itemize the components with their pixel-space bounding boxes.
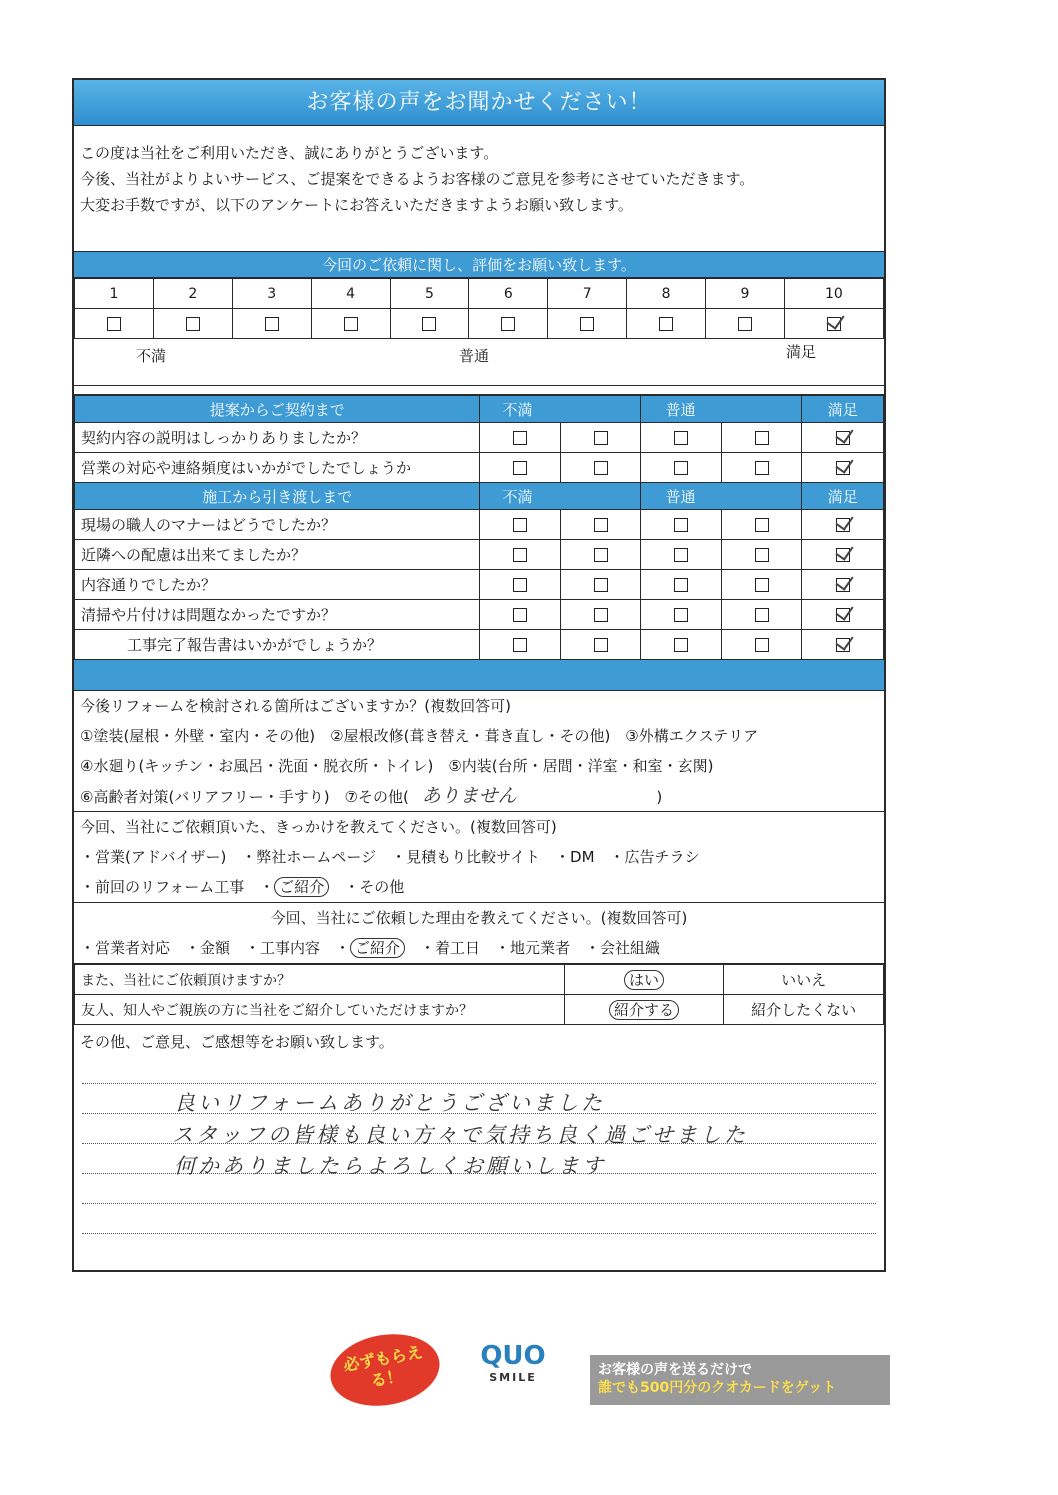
rating-num: 8 [627, 279, 706, 309]
reason-circled-option[interactable]: ご紹介 [350, 938, 405, 958]
again-yes-option[interactable]: はい [624, 970, 664, 990]
rating-num: 6 [469, 279, 548, 309]
answer-checkbox[interactable] [594, 638, 608, 652]
answer-checkbox[interactable] [755, 608, 769, 622]
rating-checkbox-row [75, 309, 884, 339]
trigger-options-1: ・営業(アドバイザー) ・弊社ホームページ ・見積もり比較サイト ・DM ・広告チラシ [80, 848, 700, 866]
question-row [75, 510, 884, 540]
again-no-option[interactable]: いいえ [724, 965, 884, 995]
rating-checkbox-4[interactable] [344, 317, 358, 331]
rating-checkbox-2[interactable] [186, 317, 200, 331]
rating-num: 9 [706, 279, 785, 309]
refer-yes-option[interactable]: 紹介する [609, 1000, 679, 1020]
reason-options-text: ・営業者対応 ・金額 ・工事内容 ・ [80, 939, 351, 957]
promo-banner [330, 1335, 890, 1425]
reason-options-rest: ・着工日 ・地元業者 ・会社組織 [405, 939, 661, 957]
answer-checkbox[interactable] [594, 548, 608, 562]
refer-no-option[interactable]: 紹介したくない [724, 995, 884, 1025]
answer-checkbox[interactable] [513, 638, 527, 652]
yes-no-table [74, 964, 884, 1025]
comment-line-1[interactable]: 良いリフォームありがとうございました [174, 1091, 605, 1115]
reform-options-2: ④水廻り(キッチン・お風呂・洗面・脱衣所・トイレ) ⑤内装(台所・居間・洋室・和室・玄関) [80, 757, 714, 775]
reform-question: 今後リフォームを検討される箇所はございますか？(複数回答可) [80, 697, 511, 715]
rating-num: 7 [548, 279, 627, 309]
answer-checkbox[interactable] [755, 518, 769, 532]
question-text: 現場の職人のマナーはどうでしたか？ [75, 510, 480, 540]
rating-num: 1 [75, 279, 154, 309]
comment-line-3[interactable]: 何かありましたらよろしくお願いします [174, 1154, 606, 1178]
rating-checkbox-6[interactable] [501, 317, 515, 331]
intro-text [74, 126, 884, 252]
question-row [75, 600, 884, 630]
question-text: 近隣への配慮は出来てましたか？ [75, 540, 480, 570]
rating-num: 10 [784, 279, 883, 309]
rating-checkbox-1[interactable] [107, 317, 121, 331]
question-row [75, 453, 884, 483]
promo-line-2: 誰でも500円分のクオカードをゲット [598, 1380, 837, 1396]
reason-block [74, 903, 884, 964]
answer-checkbox[interactable] [594, 518, 608, 532]
comment-line-2[interactable]: スタッフの皆様も良い方々で気持ち良く過ごせました [172, 1123, 748, 1147]
survey-title: お客様の声をお聞かせください！ [74, 80, 884, 126]
comment-heading: その他、ご意見、ご感想等をお願い致します。 [80, 1033, 394, 1051]
section2-heading: 施工から引き渡しまで [75, 483, 480, 510]
question-text: 工事完了報告書はいかがでしょうか？ [75, 630, 480, 660]
scale-low-label: 不満 [136, 347, 167, 365]
promo-badge: 必ずもらえる！ [325, 1326, 445, 1414]
question-row [75, 423, 884, 453]
rating-scale-table [74, 278, 884, 339]
col-mid-label: 普通 [641, 483, 802, 510]
quo-logo-text: QUO [480, 1341, 546, 1371]
again-question: また、当社にご依頼頂けますか？ [75, 965, 565, 995]
answer-checkbox[interactable] [755, 461, 769, 475]
answer-checkbox[interactable] [755, 578, 769, 592]
answer-checkbox-checked[interactable] [836, 461, 850, 475]
trigger-options-2-text: ・前回のリフォーム工事 ・ [80, 878, 275, 896]
reform-options-3-text: ⑥高齢者対策(バリアフリー・手すり) ⑦その他( [80, 788, 409, 806]
answer-checkbox[interactable] [513, 608, 527, 622]
col-mid-label: 普通 [641, 396, 802, 423]
reason-options [74, 933, 884, 963]
answer-checkbox[interactable] [594, 608, 608, 622]
answer-checkbox[interactable] [674, 518, 688, 532]
evaluation-table [74, 395, 884, 660]
section1-heading: 提案からご契約まで [75, 396, 480, 423]
reason-question: 今回、当社にご依頼した理由を教えてください。(複数回答可) [270, 909, 688, 927]
answer-checkbox[interactable] [594, 461, 608, 475]
answer-checkbox[interactable] [674, 548, 688, 562]
rating-checkbox-3[interactable] [265, 317, 279, 331]
answer-checkbox[interactable] [674, 461, 688, 475]
question-text: 内容通りでしたか？ [75, 570, 480, 600]
answer-checkbox[interactable] [594, 578, 608, 592]
col-high-label: 満足 [802, 483, 884, 510]
survey-sheet [72, 78, 886, 1272]
trigger-question: 今回、当社にご依頼頂いた、きっかけを教えてください。(複数回答可) [80, 818, 557, 836]
col-low-label: 不満 [480, 483, 641, 510]
scale-high-label: 満足 [786, 343, 817, 361]
answer-checkbox[interactable] [755, 638, 769, 652]
answer-checkbox-checked[interactable] [836, 608, 850, 622]
answer-checkbox-checked[interactable] [836, 431, 850, 445]
intro-line-2: 今後、当社がよりよいサービス、ご提案をできるようお客様のご意見を参考にさせていただきます。 [80, 170, 755, 188]
rating-checkbox-8[interactable] [659, 317, 673, 331]
quo-logo [478, 1341, 548, 1384]
rating-checkbox-10-checked[interactable] [827, 317, 841, 331]
answer-checkbox-checked[interactable] [836, 578, 850, 592]
question-text: 営業の対応や連絡頻度はいかがでしたでしょうか [75, 453, 480, 483]
rating-num: 3 [232, 279, 311, 309]
comment-block [74, 1025, 884, 1270]
answer-checkbox-checked[interactable] [836, 638, 850, 652]
scale-mid-label: 普通 [459, 347, 490, 365]
trigger-options-2 [74, 872, 884, 902]
rating-heading: 今回のご依頼に関し、評価をお願い致します。 [74, 252, 884, 278]
separator-band [74, 660, 884, 691]
intro-line-3: 大変お手数ですが、以下のアンケートにお答えいただきますようお願い致します。 [80, 196, 633, 214]
question-text: 契約内容の説明はしっかりありましたか？ [75, 423, 480, 453]
col-low-label: 不満 [480, 396, 641, 423]
trigger-options-2-rest: ・その他 [329, 878, 405, 896]
reform-other-answer[interactable]: ありません [421, 785, 517, 807]
answer-checkbox[interactable] [755, 431, 769, 445]
answer-checkbox[interactable] [674, 578, 688, 592]
rating-num: 5 [390, 279, 469, 309]
col-high-label: 満足 [802, 396, 884, 423]
answer-checkbox[interactable] [513, 431, 527, 445]
rating-checkbox-9[interactable] [738, 317, 752, 331]
question-row [75, 540, 884, 570]
answer-checkbox[interactable] [674, 431, 688, 445]
answer-checkbox[interactable] [674, 608, 688, 622]
answer-checkbox-checked[interactable] [836, 518, 850, 532]
promo-line-1: お客様の声を送るだけで [598, 1362, 752, 1378]
answer-checkbox[interactable] [755, 548, 769, 562]
quo-logo-sub: SMILE [489, 1371, 537, 1384]
answer-checkbox[interactable] [513, 518, 527, 532]
question-row [75, 570, 884, 600]
answer-checkbox[interactable] [513, 578, 527, 592]
refer-question: 友人、知人やご親族の方に当社をご紹介していただけますか？ [75, 995, 565, 1025]
rating-scale-labels [74, 339, 884, 386]
reform-options-3-close: ) [656, 788, 663, 806]
question-row [75, 630, 884, 660]
rating-checkbox-5[interactable] [422, 317, 436, 331]
answer-checkbox-checked[interactable] [836, 548, 850, 562]
rating-num: 2 [153, 279, 232, 309]
refer-row [75, 995, 884, 1025]
trigger-circled-option[interactable]: ご紹介 [274, 877, 329, 897]
answer-checkbox[interactable] [594, 431, 608, 445]
promo-text [590, 1355, 890, 1405]
answer-checkbox[interactable] [513, 548, 527, 562]
reform-block [74, 691, 884, 812]
intro-line-1: この度は当社をご利用いただき、誠にありがとうございます。 [80, 144, 499, 162]
rating-num: 4 [311, 279, 390, 309]
reform-options-3 [74, 781, 884, 811]
answer-checkbox[interactable] [674, 638, 688, 652]
section2-header [75, 483, 884, 510]
rating-checkbox-7[interactable] [580, 317, 594, 331]
rating-number-row [75, 279, 884, 309]
reform-options-1: ①塗装(屋根・外壁・室内・その他) ②屋根改修(葺き替え・葺き直し・その他) ③外構エクステリア [80, 727, 759, 745]
trigger-block [74, 812, 884, 903]
answer-checkbox[interactable] [513, 461, 527, 475]
section1-header [75, 396, 884, 423]
again-row [75, 965, 884, 995]
question-text: 清掃や片付けは問題なかったですか？ [75, 600, 480, 630]
